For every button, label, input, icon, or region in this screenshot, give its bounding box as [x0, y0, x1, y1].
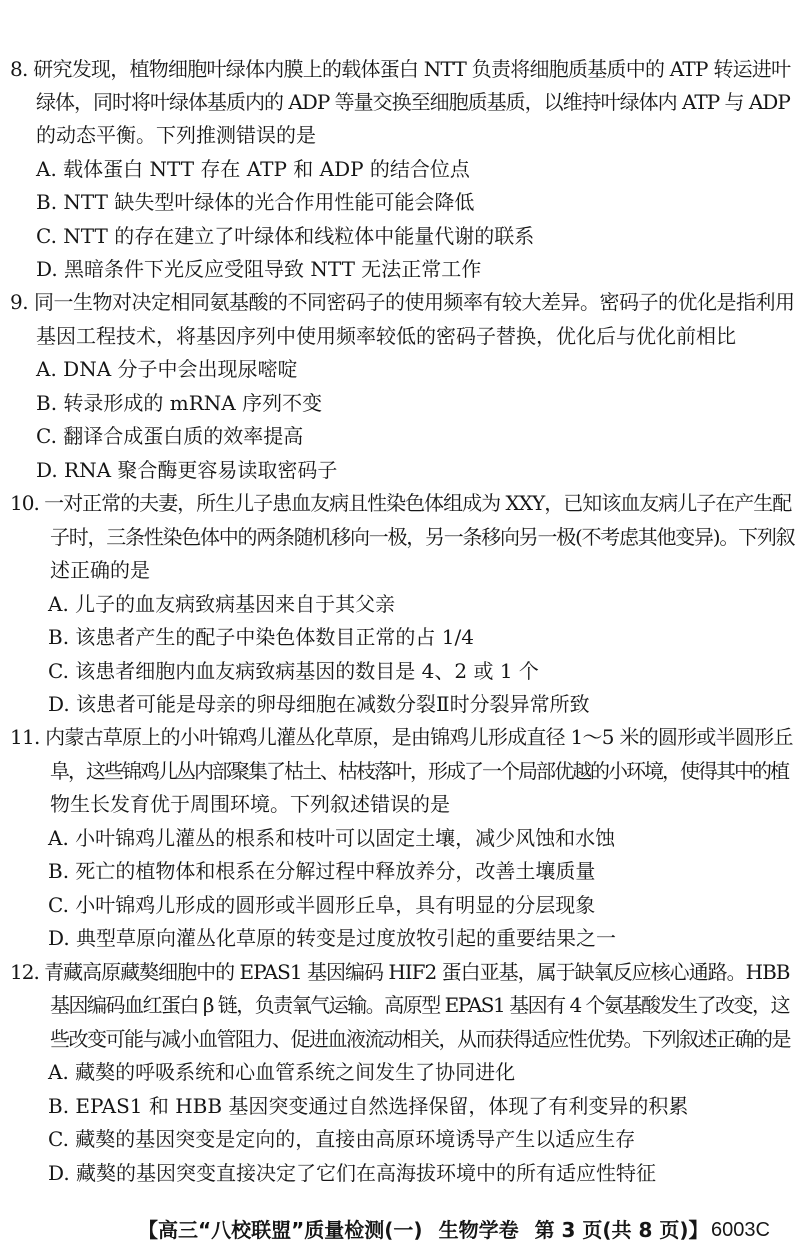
question-8-line-2: 绿体，同时将叶绿体基质内的 ADP 等量交换至细胞质基质，以维持叶绿体内 ATP 与 ADP [36, 90, 790, 114]
footer-exam-title: 【高三“八校联盟”质量检测(一) [138, 1218, 423, 1242]
question-8-line-1: 8. 研究发现，植物细胞叶绿体内膜上的载体蛋白 NTT 负责将细胞质基质中的 ATP 转运进叶 [10, 57, 791, 81]
question-11-option-d: D. 典型草原向灌丛化草原的转变是过度放牧引起的重要结果之一 [48, 926, 617, 950]
question-11-line-1: 11. 内蒙古草原上的小叶锦鸡儿灌丛化草原，是由锦鸡儿形成直径 1～5 米的圆形或半圆形丘 [10, 725, 793, 749]
question-10-option-d: D. 该患者可能是母亲的卵母细胞在减数分裂Ⅱ时分裂异常所致 [48, 692, 590, 716]
question-9-line-1: 9. 同一生物对决定相同氨基酸的不同密码子的使用频率有较大差异。密码子的优化是指利用 [10, 290, 795, 314]
question-12-option-d: D. 藏獒的基因突变直接决定了它们在高海拔环境中的所有适应性特征 [48, 1161, 657, 1185]
question-10-option-a: A. 儿子的血友病致病基因来自于其父亲 [48, 592, 396, 616]
footer-paper-code: 6003C [711, 1219, 770, 1241]
question-11-line-3: 物生长发育优于周围环境。下列叙述错误的是 [50, 792, 450, 816]
footer-page-number: 第 3 页(共 8 页)】 [534, 1218, 709, 1242]
question-8-option-b: B. NTT 缺失型叶绿体的光合作用性能可能会降低 [36, 190, 475, 214]
question-9-line-2: 基因工程技术，将基因序列中使用频率较低的密码子替换，优化后与优化前相比 [36, 324, 736, 348]
question-9-option-b: B. 转录形成的 mRNA 序列不变 [36, 391, 323, 415]
footer-subject: 生物学卷 [438, 1218, 519, 1242]
question-11-option-a: A. 小叶锦鸡儿灌丛的根系和枝叶可以固定土壤，减少风蚀和水蚀 [48, 826, 616, 850]
question-10-line-3: 述正确的是 [50, 558, 150, 582]
question-12-line-1: 12. 青藏高原藏獒细胞中的 EPAS1 基因编码 HIF2 蛋白亚基，属于缺氧反应核心通路。HBB [10, 960, 790, 984]
question-11-line-2: 阜，这些锦鸡儿丛内部聚集了枯土、枯枝落叶，形成了一个局部优越的小环境，使得其中的植 [50, 759, 788, 783]
question-10-option-b: B. 该患者产生的配子中染色体数目正常的占 1/4 [48, 625, 474, 649]
question-8-option-d: D. 黑暗条件下光反应受阻导致 NTT 无法正常工作 [36, 257, 482, 281]
question-8-option-c: C. NTT 的存在建立了叶绿体和线粒体中能量代谢的联系 [36, 224, 535, 248]
question-11-option-c: C. 小叶锦鸡儿形成的圆形或半圆形丘阜，具有明显的分层现象 [48, 893, 596, 917]
question-8-line-3: 的动态平衡。下列推测错误的是 [36, 123, 316, 147]
page-footer [138, 1217, 709, 1243]
question-10-line-1: 10. 一对正常的夫妻，所生儿子患血友病且性染色体组成为 XXY，已知该血友病儿子在产生配 [10, 491, 792, 515]
question-9-option-a: A. DNA 分子中会出现尿嘧啶 [36, 357, 298, 381]
question-12-option-c: C. 藏獒的基因突变是定向的，直接由高原环境诱导产生以适应生存 [48, 1127, 636, 1151]
question-12-line-3: 些改变可能与减小血管阻力、促进血液流动相关，从而获得适应性优势。下列叙述正确的是 [50, 1027, 790, 1051]
question-12-line-2: 基因编码血红蛋白 β 链，负责氧气运输。高原型 EPAS1 基因有 4 个氨基酸发生了改变，这 [50, 993, 790, 1017]
question-9-option-d: D. RNA 聚合酶更容易读取密码子 [36, 458, 338, 482]
question-12-option-b: B. EPAS1 和 HBB 基因突变通过自然选择保留，体现了有利变异的积累 [48, 1094, 689, 1118]
question-10-line-2: 子时，三条性染色体中的两条随机移向一极，另一条移向另一极(不考虑其他变异)。下列叙 [50, 525, 795, 549]
question-12-option-a: A. 藏獒的呼吸系统和心血管系统之间发生了协同进化 [48, 1060, 516, 1084]
question-10-option-c: C. 该患者细胞内血友病致病基因的数目是 4、2 或 1 个 [48, 659, 539, 683]
question-9-option-c: C. 翻译合成蛋白质的效率提高 [36, 424, 304, 448]
question-8-option-a: A. 载体蛋白 NTT 存在 ATP 和 ADP 的结合位点 [36, 157, 470, 181]
question-11-option-b: B. 死亡的植物体和根系在分解过程中释放养分，改善土壤质量 [48, 859, 596, 883]
